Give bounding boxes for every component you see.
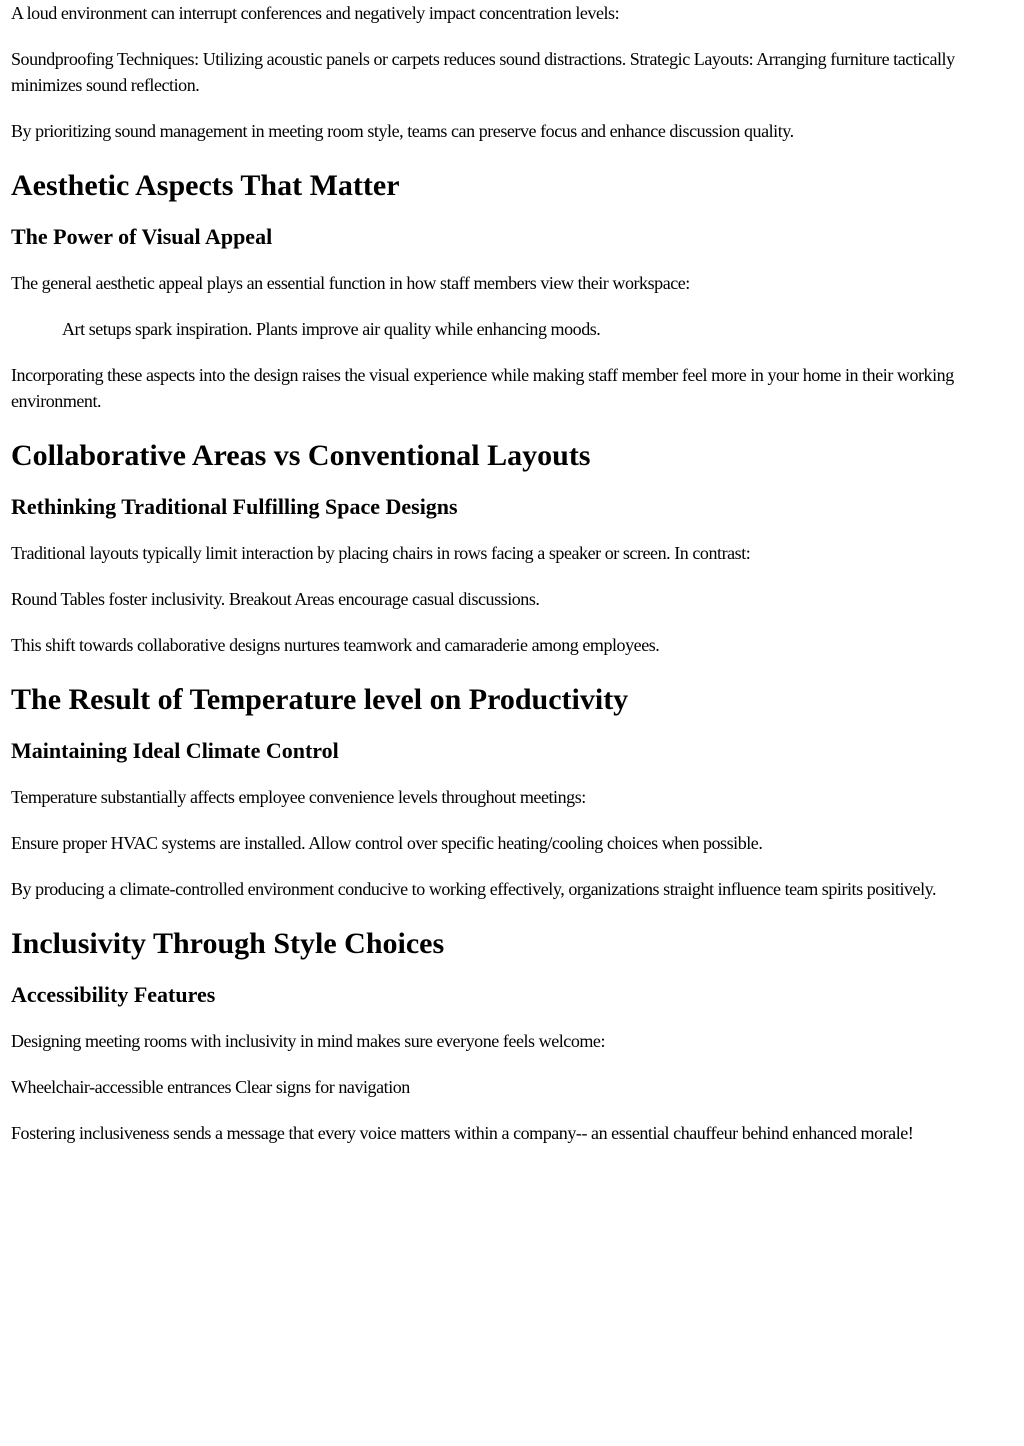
section-paragraph: Designing meeting rooms with inclusivity in mind makes sure everyone feels welcome: (11, 1031, 606, 1051)
intro-paragraph-1: A loud environment can interrupt conferences and negatively impact concentration levels: (11, 3, 620, 23)
section-paragraph: Fostering inclusiveness sends a message that every voice matters within a company-- an essential chauffeur behind enhanced morale! (11, 1123, 914, 1143)
section-heading: The Result of Temperature level on Productivity (11, 683, 629, 716)
section-paragraph: Temperature substantially affects employee convenience levels throughout meetings: (11, 787, 586, 807)
section-paragraph: Wheelchair-accessible entrances Clear signs for navigation (11, 1077, 410, 1097)
section-collaborative (11, 438, 1013, 658)
section-heading: Aesthetic Aspects That Matter (11, 169, 400, 202)
section-subheading: Rethinking Traditional Fulfilling Space Designs (11, 494, 458, 519)
section-heading: Collaborative Areas vs Conventional Layouts (11, 439, 591, 472)
section-aesthetic (11, 168, 1013, 414)
section-paragraph: This shift towards collaborative designs nurtures teamwork and camaraderie among employees. (11, 635, 660, 655)
section-paragraph: Ensure proper HVAC systems are installed. Allow control over specific heating/cooling choices when possible. (11, 833, 763, 853)
section-paragraph: The general aesthetic appeal plays an essential function in how staff members view their workspace: (11, 273, 690, 293)
section-subheading: The Power of Visual Appeal (11, 224, 273, 249)
section-subheading: Maintaining Ideal Climate Control (11, 738, 339, 763)
section-inclusivity (11, 926, 1013, 1146)
intro-paragraph-3: By prioritizing sound management in meeting room style, teams can preserve focus and enhance discussion quality. (11, 121, 794, 141)
intro-paragraph-2: Soundproofing Techniques: Utilizing acoustic panels or carpets reduces sound distractions. Strategic Layouts: Arranging furniture tactically minimizes sound reflection. (11, 49, 955, 95)
section-paragraph: Incorporating these aspects into the design raises the visual experience while making staff member feel more in your home in their working environment. (11, 365, 954, 411)
section-paragraph: By producing a climate-controlled environment conducive to working effectively, organizations straight influence team spirits positively. (11, 879, 937, 899)
section-paragraph: Traditional layouts typically limit interaction by placing chairs in rows facing a speaker or screen. In contrast: (11, 543, 751, 563)
section-paragraph: Round Tables foster inclusivity. Breakout Areas encourage casual discussions. (11, 589, 540, 609)
section-temperature (11, 682, 1013, 902)
section-heading: Inclusivity Through Style Choices (11, 927, 445, 960)
section-subheading: Accessibility Features (11, 982, 216, 1007)
section-indented-paragraph: Art setups spark inspiration. Plants improve air quality while enhancing moods. (62, 319, 601, 339)
